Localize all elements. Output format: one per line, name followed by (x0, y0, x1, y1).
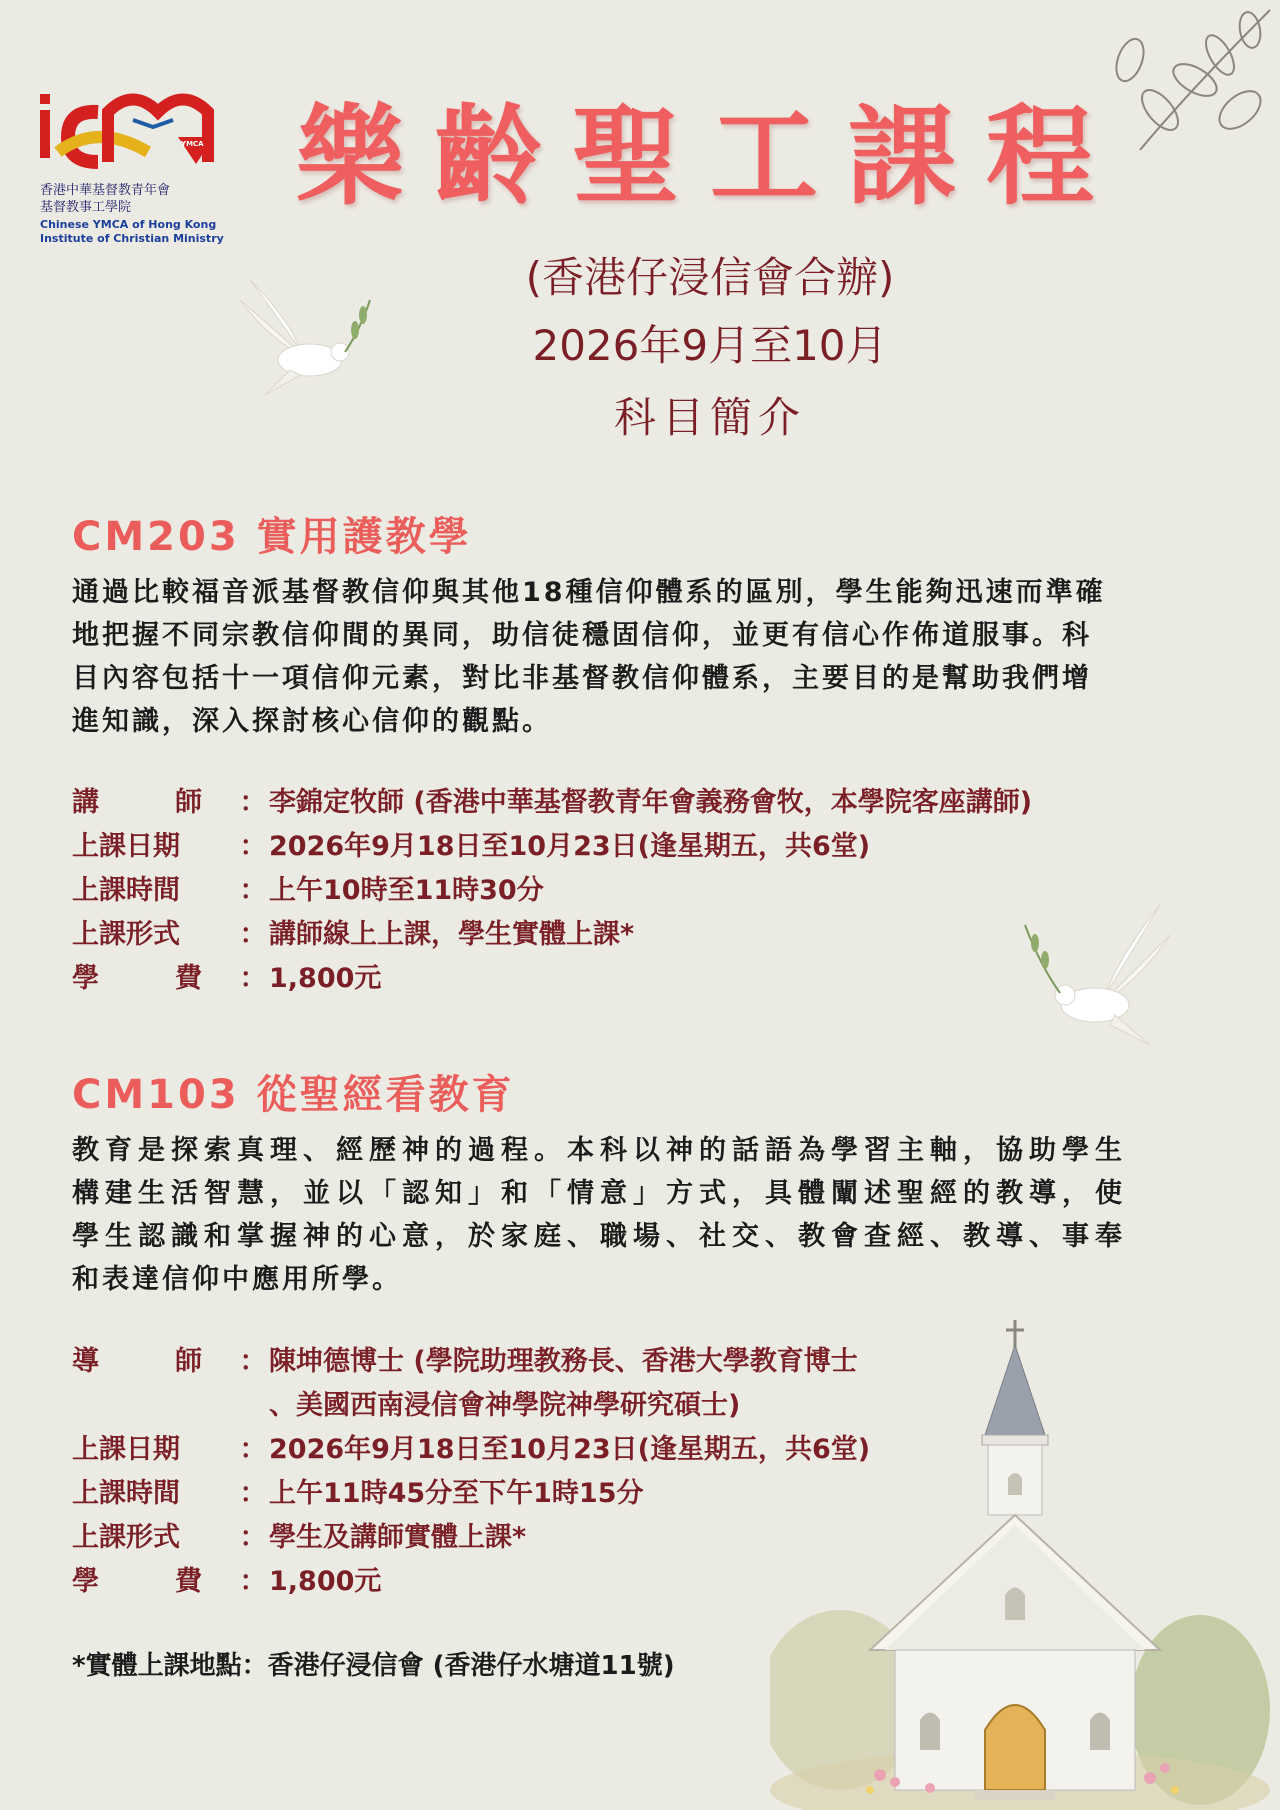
logo-org-zh: 香港中華基督教青年會 基督教事工學院 (40, 183, 171, 215)
dove-icon (230, 260, 380, 410)
venue-footnote: *實體上課地點：香港仔浸信會 (香港仔水塘道11號) (72, 1651, 675, 1681)
lecturer-row: 導 師 ： 陳坤德博士 (學院助理教務長、香港大學教育博士 (72, 1346, 858, 1377)
lecturer-row-cont: 、美國西南浸信會神學院神學研究碩士) (269, 1390, 741, 1421)
date-row: 上課日期 ： 2026年9月18日至10月23日(逢星期五，共6堂) (72, 831, 871, 862)
lecturer-row: 講 師 ： 李錦定牧師 (香港中華基督教青年會義務會牧，本學院客座講師) (72, 787, 1033, 818)
course-description: 教育是探索真理、經歷神的過程。本科以神的話語為學習主軸，協助學生 構建生活智慧，並以「認知」和「情意」方式，具體闡述聖經的教導，使 學生認識和掌握神的心意，於家庭、職場、社交、教會查經、教導、事奉 和表達信仰中應用所學。 (72, 1135, 1128, 1295)
course-title: CM103 從聖經看教育 (72, 1072, 515, 1118)
intro-line: 科目簡介 (613, 393, 806, 442)
mode-row: 上課形式 ： 講師線上上課，學生實體上課* (72, 919, 635, 950)
time-row: 上課時間 ： 上午11時45分至下午1時15分 (72, 1478, 644, 1509)
cohost-line: (香港仔浸信會合辦) (525, 253, 895, 302)
dove-icon (1010, 895, 1180, 1065)
icm-logo (38, 82, 228, 252)
period-line: 2026年9月至10月 (532, 321, 888, 370)
icm-logo-mark (38, 82, 218, 182)
mode-row: 上課形式 ： 學生及講師實體上課* (72, 1522, 527, 1553)
logo-org-en: Chinese YMCA of Hong Kong Institute of Christian Ministry (40, 218, 224, 245)
fee-row: 學 費 ： 1,800元 (72, 963, 382, 994)
course-info (72, 781, 1032, 1001)
ymca-badge: YMCA (181, 140, 204, 148)
date-row: 上課日期 ： 2026年9月18日至10月23日(逢星期五，共6堂) (72, 1434, 871, 1465)
page-title: 樂齡聖工課程 (295, 94, 1124, 220)
fee-row: 學 費 ： 1,800元 (72, 1566, 382, 1597)
course-info (72, 1340, 870, 1604)
course-description: 通過比較福音派基督教信仰與其他18種信仰體系的區別，學生能夠迅速而準確 地把握不同宗教信仰間的異同，助信徒穩固信仰，並更有信心作佈道服事。科 目內容包括十一項信仰元素，對比非基督教信仰體系，主要目的是幫助我們增 進知識，深入探討核心信仰的觀點。 (72, 577, 1106, 737)
time-row: 上課時間 ： 上午10時至11時30分 (72, 875, 544, 906)
course-title: CM203 實用護教學 (72, 514, 472, 560)
church-illustration (770, 1320, 1270, 1810)
